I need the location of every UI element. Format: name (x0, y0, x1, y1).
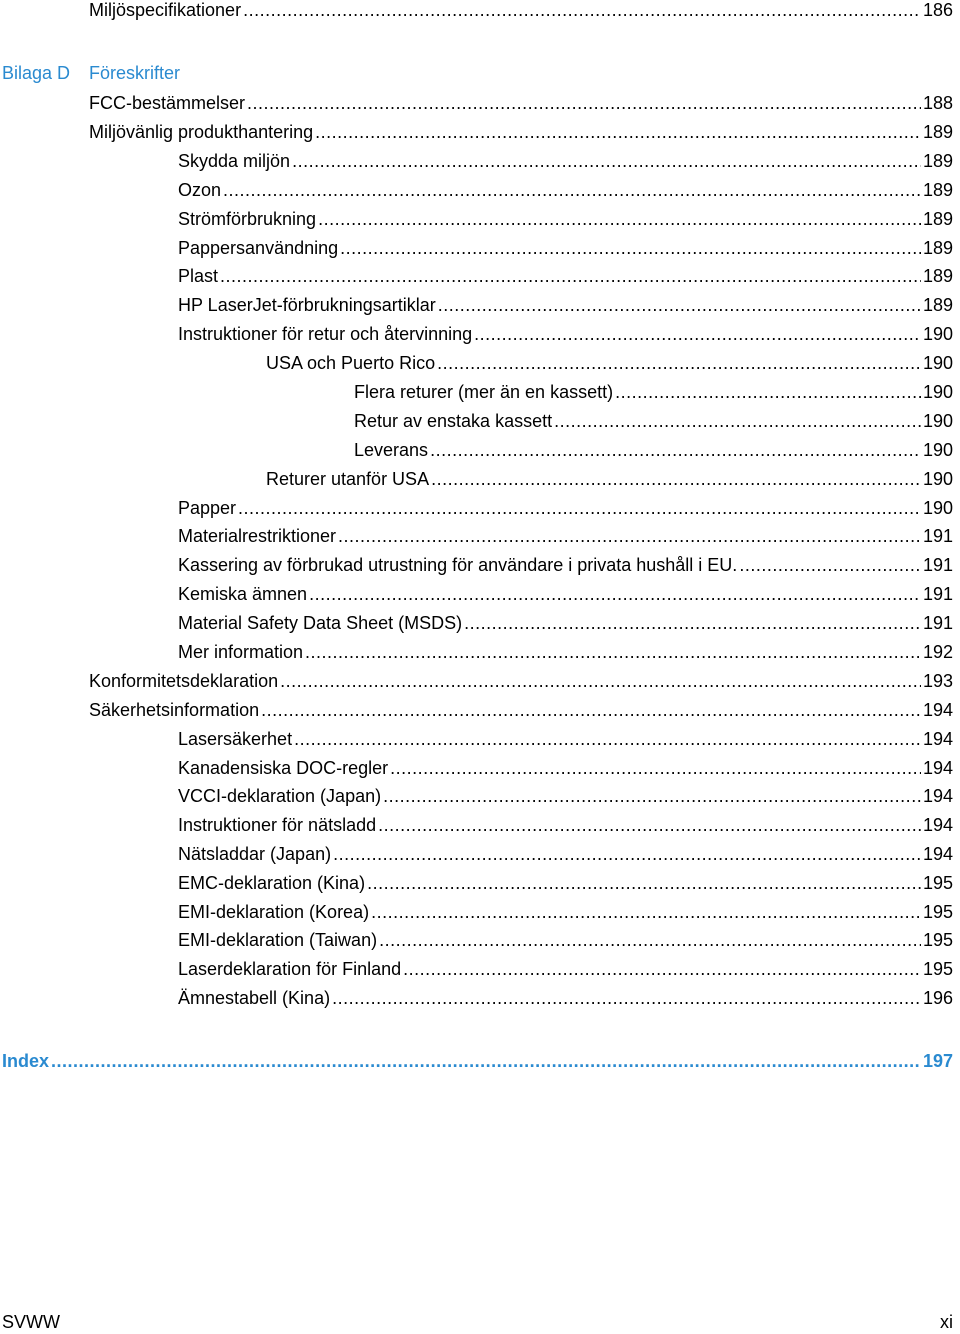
toc-entry-title: Miljövänlig produkthantering (89, 122, 314, 142)
dot-leader (438, 293, 921, 317)
dot-leader (238, 496, 921, 520)
toc-entry[interactable] (178, 928, 953, 952)
toc-entry-page: 189 (922, 266, 953, 286)
toc-entry-title: Material Safety Data Sheet (MSDS) (178, 613, 463, 633)
toc-entry-page: 191 (922, 584, 953, 604)
toc-entry[interactable] (178, 496, 953, 520)
dot-leader (474, 322, 921, 346)
dot-leader (243, 0, 921, 22)
dot-leader (333, 842, 921, 866)
toc-entry-page: 190 (922, 469, 953, 489)
toc-entry-title: FCC-bestämmelser (89, 93, 246, 113)
index-entry-page: 197 (922, 1051, 953, 1071)
toc-entry-page: 186 (922, 0, 953, 20)
toc-entry-title: Konformitetsdeklaration (89, 671, 279, 691)
toc-entry-page: 189 (922, 180, 953, 200)
toc-entry-title: Nätsladdar (Japan) (178, 844, 332, 864)
toc-entry-title: Pappersanvändning (178, 238, 339, 258)
dot-leader (280, 669, 921, 693)
dot-leader (261, 698, 921, 722)
toc-entry[interactable] (178, 986, 953, 1010)
toc-entry-page: 194 (922, 758, 953, 778)
toc-entry[interactable] (178, 813, 953, 837)
toc-entry[interactable] (266, 351, 953, 375)
toc-entry-title: Papper (178, 498, 237, 518)
toc-entry-title: Plast (178, 266, 219, 286)
dot-leader (294, 727, 921, 751)
toc-entry[interactable] (178, 727, 953, 751)
dot-leader (305, 640, 921, 664)
dot-leader (220, 264, 921, 288)
toc-entry-page: 188 (922, 93, 953, 113)
chapter-heading[interactable] (2, 61, 180, 85)
toc-entry-title: EMI-deklaration (Taiwan) (178, 930, 378, 950)
dot-leader (371, 900, 921, 924)
toc-entry[interactable] (89, 669, 953, 693)
toc-entry-title: Säkerhetsinformation (89, 700, 260, 720)
toc-entry-page: 189 (922, 151, 953, 171)
toc-entry-title: Instruktioner för nätsladd (178, 815, 377, 835)
toc-entry-page: 194 (922, 729, 953, 749)
toc-entry-title: Mer information (178, 642, 304, 662)
index-entry[interactable] (2, 1049, 953, 1073)
toc-entry-title: USA och Puerto Rico (266, 353, 436, 373)
footer-label: SVWW (2, 1312, 60, 1332)
toc-entry[interactable] (89, 91, 953, 115)
toc-entry[interactable] (178, 871, 953, 895)
dot-leader (464, 611, 921, 635)
dot-leader (615, 380, 921, 404)
toc-entry-title: HP LaserJet-förbrukningsartiklar (178, 295, 436, 315)
page-number: xi (940, 1312, 953, 1332)
toc-entry[interactable] (178, 842, 953, 866)
toc-entry-page: 194 (922, 700, 953, 720)
dot-leader (332, 986, 921, 1010)
toc-entry-page: 194 (922, 844, 953, 864)
toc-entry-page: 190 (922, 411, 953, 431)
toc-entry[interactable] (178, 149, 953, 173)
toc-entry[interactable] (266, 467, 953, 491)
index-entry-title: Index (2, 1051, 50, 1071)
dot-leader (379, 928, 921, 952)
toc-entry[interactable] (178, 207, 953, 231)
toc-entry-page: 192 (922, 642, 953, 662)
dot-leader (51, 1049, 921, 1073)
dot-leader (315, 120, 921, 144)
chapter-title: Föreskrifter (89, 63, 181, 83)
toc-entry-title: Kanadensiska DOC-regler (178, 758, 389, 778)
toc-entry-title: Ozon (178, 180, 222, 200)
toc-entry-title: Retur av enstaka kassett (354, 411, 553, 431)
toc-entry-page: 196 (922, 988, 953, 1008)
toc-entry[interactable] (178, 611, 953, 635)
toc-entry-title: EMC-deklaration (Kina) (178, 873, 366, 893)
toc-entry-page: 189 (922, 209, 953, 229)
toc-entry-title: Miljöspecifikationer (89, 0, 242, 20)
toc-entry-page: 190 (922, 440, 953, 460)
toc-entry-page: 191 (922, 555, 953, 575)
toc-entry[interactable] (89, 0, 953, 22)
toc-entry-page: 195 (922, 930, 953, 950)
toc-entry[interactable] (178, 264, 953, 288)
toc-entry-title: Strömförbrukning (178, 209, 317, 229)
toc-entry-page: 195 (922, 959, 953, 979)
toc-entry[interactable] (178, 322, 953, 346)
dot-leader (383, 784, 921, 808)
toc-entry-page: 189 (922, 238, 953, 258)
toc-entry-page: 195 (922, 873, 953, 893)
toc-entry-page: 189 (922, 295, 953, 315)
toc-entry[interactable] (178, 957, 953, 981)
toc-entry-title: Materialrestriktioner (178, 526, 337, 546)
toc-entry-page: 189 (922, 122, 953, 142)
toc-entry-title: Skydda miljön (178, 151, 291, 171)
toc-entry[interactable] (89, 120, 953, 144)
dot-leader (554, 409, 921, 433)
dot-leader (739, 553, 921, 577)
toc-entry-title: Kemiska ämnen (178, 584, 308, 604)
dot-leader (247, 91, 921, 115)
toc-entry-title: Lasersäkerhet (178, 729, 293, 749)
toc-entry[interactable] (178, 553, 953, 577)
dot-leader (390, 756, 921, 780)
toc-entry-title: Returer utanför USA (266, 469, 430, 489)
toc-entry-title: Laserdeklaration för Finland (178, 959, 402, 979)
dot-leader (431, 467, 921, 491)
toc-entry-page: 190 (922, 324, 953, 344)
toc-entry-page: 194 (922, 786, 953, 806)
dot-leader (378, 813, 921, 837)
toc-entry[interactable] (178, 582, 953, 606)
chapter-number: Bilaga D (2, 63, 71, 83)
dot-leader (340, 236, 921, 260)
toc-entry[interactable] (354, 409, 953, 433)
toc-entry[interactable] (178, 293, 953, 317)
toc-entry[interactable] (354, 438, 953, 462)
toc-entry-page: 195 (922, 902, 953, 922)
dot-leader (437, 351, 921, 375)
toc-entry-title: Flera returer (mer än en kassett) (354, 382, 614, 402)
toc-entry-title: EMI-deklaration (Korea) (178, 902, 370, 922)
toc-entry-page: 191 (922, 613, 953, 633)
dot-leader (318, 207, 921, 231)
dot-leader (292, 149, 921, 173)
dot-leader (430, 438, 921, 462)
toc-entry-page: 194 (922, 815, 953, 835)
toc-entry[interactable] (178, 784, 953, 808)
toc-entry-title: VCCI-deklaration (Japan) (178, 786, 382, 806)
toc-entry-page: 190 (922, 353, 953, 373)
toc-entry[interactable] (178, 756, 953, 780)
toc-entry[interactable] (178, 236, 953, 260)
toc-entry[interactable] (178, 524, 953, 548)
toc-entry[interactable] (178, 900, 953, 924)
toc-entry-title: Ämnestabell (Kina) (178, 988, 331, 1008)
toc-entry[interactable] (178, 178, 953, 202)
toc-entry-title: Instruktioner för retur och återvinning (178, 324, 473, 344)
toc-entry-page: 193 (922, 671, 953, 691)
toc-entry[interactable] (354, 380, 953, 404)
toc-entry[interactable] (89, 698, 953, 722)
toc-entry-title: Kassering av förbrukad utrustning för användare i privata hushåll i EU. (178, 555, 738, 575)
dot-leader (309, 582, 921, 606)
toc-entry[interactable] (178, 640, 953, 664)
toc-entry-page: 190 (922, 382, 953, 402)
toc-entry-title: Leverans (354, 440, 429, 460)
dot-leader (338, 524, 921, 548)
dot-leader (403, 957, 921, 981)
dot-leader (367, 871, 921, 895)
toc-entry-page: 190 (922, 498, 953, 518)
toc-entry-page: 191 (922, 526, 953, 546)
dot-leader (223, 178, 921, 202)
